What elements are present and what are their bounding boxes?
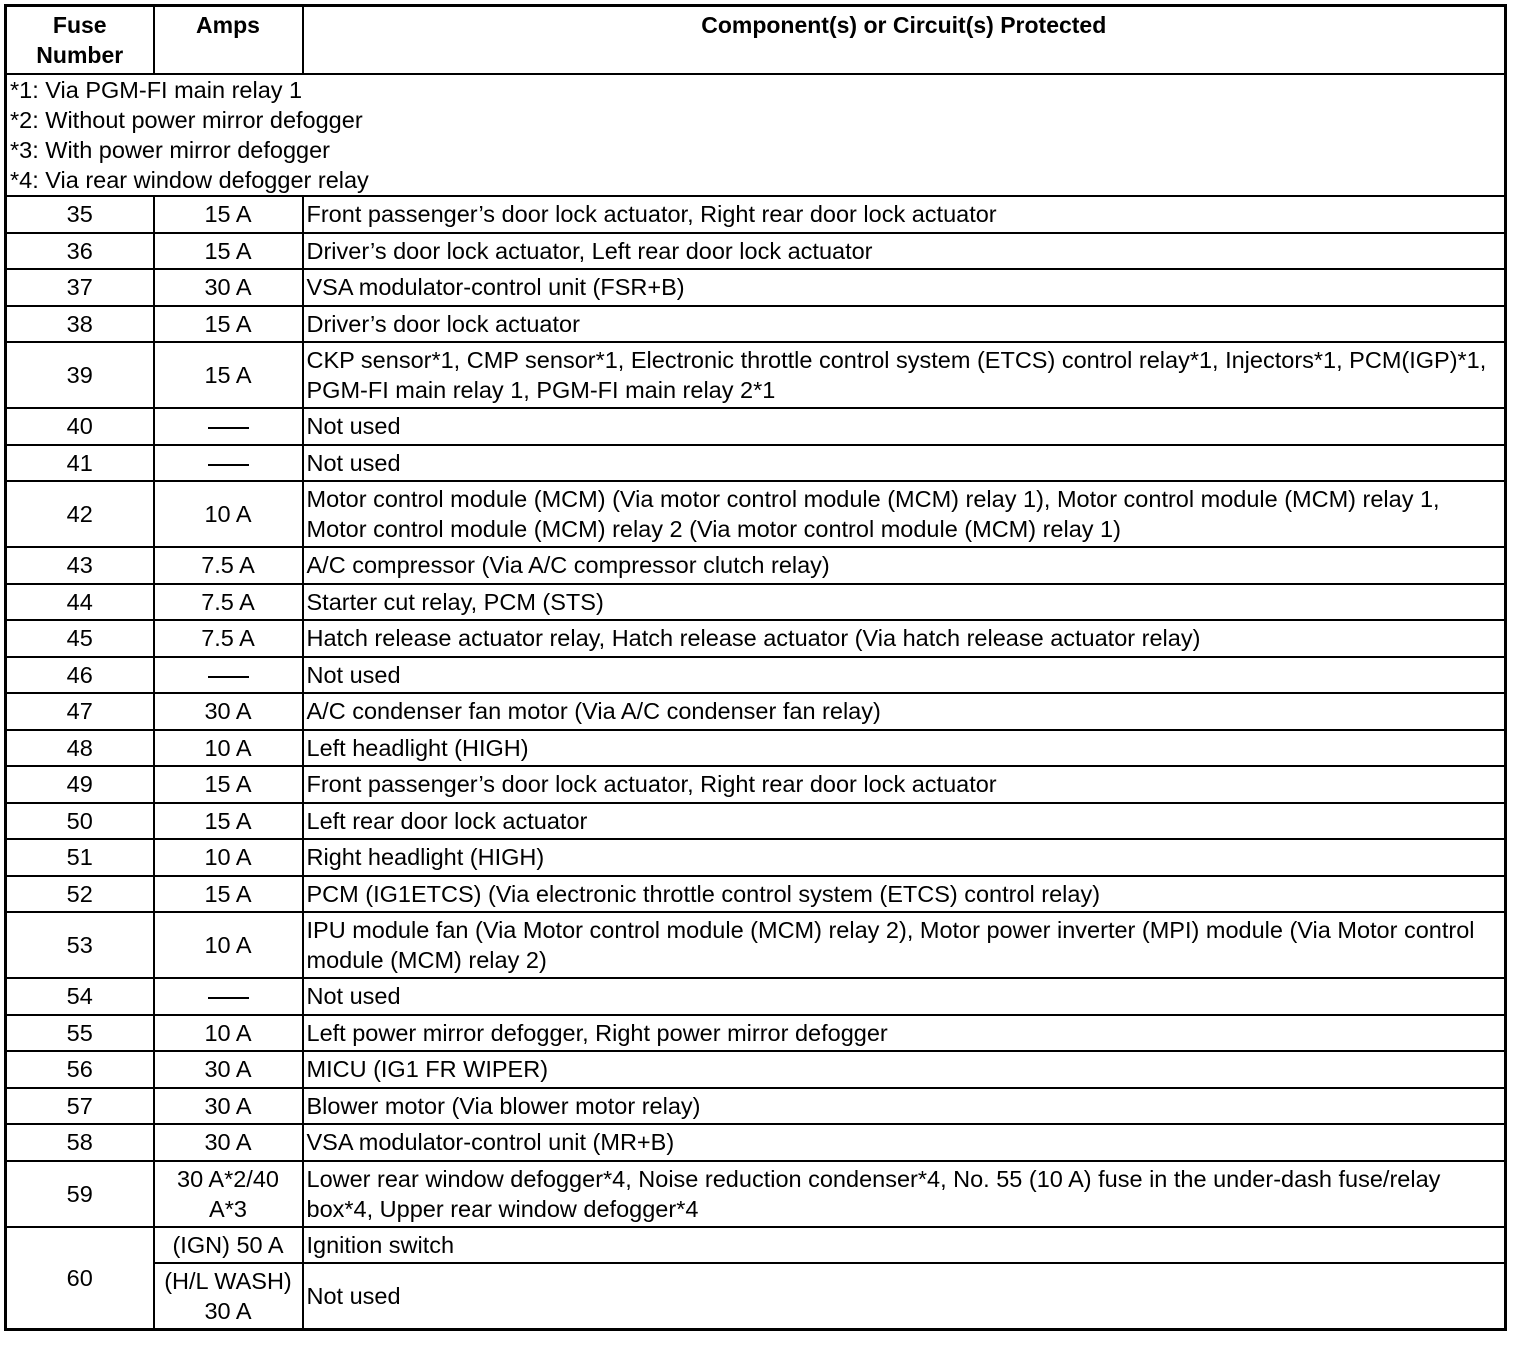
fuse-number-cell: 55 xyxy=(6,1015,154,1052)
amps-cell xyxy=(154,408,303,445)
amps-cell: 30 A xyxy=(154,1088,303,1125)
table-row xyxy=(6,876,1506,913)
component-cell: Hatch release actuator relay, Hatch release actuator (Via hatch release actuator relay) xyxy=(303,620,1506,657)
amps-cell: 15 A xyxy=(154,342,303,408)
component-cell: Front passenger’s door lock actuator, Right rear door lock actuator xyxy=(303,196,1506,233)
component-cell: Not used xyxy=(303,657,1506,694)
fuse-number-cell: 48 xyxy=(6,730,154,767)
fuse-number-cell: 35 xyxy=(6,196,154,233)
note-3: *3: With power mirror defogger xyxy=(10,137,330,163)
not-used-dash xyxy=(208,997,249,999)
table-row xyxy=(6,766,1506,803)
component-cell: Not used xyxy=(303,445,1506,482)
amps-cell xyxy=(154,445,303,482)
fuse-number-cell: 56 xyxy=(6,1051,154,1088)
table-row xyxy=(6,1088,1506,1125)
fuse-number-cell: 58 xyxy=(6,1124,154,1161)
fuse-number-cell: 45 xyxy=(6,620,154,657)
table-row xyxy=(6,730,1506,767)
table-row xyxy=(6,620,1506,657)
component-cell: Not used xyxy=(303,408,1506,445)
component-cell: Driver’s door lock actuator, Left rear door lock actuator xyxy=(303,233,1506,270)
table-row xyxy=(6,693,1506,730)
table-row xyxy=(6,584,1506,621)
table-row xyxy=(6,1051,1506,1088)
fuse-number-cell: 43 xyxy=(6,547,154,584)
table-row xyxy=(6,1227,1506,1264)
table-row xyxy=(6,408,1506,445)
fuse-number-cell: 39 xyxy=(6,342,154,408)
amps-cell: 15 A xyxy=(154,803,303,840)
component-cell: VSA modulator-control unit (FSR+B) xyxy=(303,269,1506,306)
fuse-number-cell: 53 xyxy=(6,912,154,978)
header-components: Component(s) or Circuit(s) Protected xyxy=(303,6,1506,75)
amps-cell: 15 A xyxy=(154,306,303,343)
component-cell: VSA modulator-control unit (MR+B) xyxy=(303,1124,1506,1161)
component-cell: PCM (IG1ETCS) (Via electronic throttle control system (ETCS) control relay) xyxy=(303,876,1506,913)
header-amps: Amps xyxy=(154,6,303,75)
fuse-number-cell: 50 xyxy=(6,803,154,840)
amps-cell: 30 A xyxy=(154,1051,303,1088)
fuse-number-cell: 54 xyxy=(6,978,154,1015)
fuse-number-cell: 52 xyxy=(6,876,154,913)
table-row xyxy=(6,342,1506,408)
table-row xyxy=(6,547,1506,584)
component-cell: Motor control module (MCM) (Via motor control module (MCM) relay 1), Motor control module (MCM) relay 1, Motor control module (MCM) relay 2 (Via motor control module (MCM) relay 1) xyxy=(303,481,1506,547)
fuse-number-cell: 36 xyxy=(6,233,154,270)
fuse-number-cell: 37 xyxy=(6,269,154,306)
fuse-number-cell: 46 xyxy=(6,657,154,694)
fuse-number-cell: 44 xyxy=(6,584,154,621)
table-row xyxy=(6,306,1506,343)
amps-cell: 30 A xyxy=(154,693,303,730)
table-row xyxy=(6,196,1506,233)
fuse-number-cell: 59 xyxy=(6,1161,154,1227)
amps-cell xyxy=(154,1161,303,1227)
table-row xyxy=(6,269,1506,306)
table-row xyxy=(6,839,1506,876)
fuse-table xyxy=(4,4,1507,1331)
component-cell: IPU module fan (Via Motor control module (MCM) relay 2), Motor power inverter (MPI) module (Via Motor control module (MCM) relay 2) xyxy=(303,912,1506,978)
amps-cell: 30 A xyxy=(154,269,303,306)
table-row xyxy=(6,1161,1506,1227)
component-cell: Left power mirror defogger, Right power mirror defogger xyxy=(303,1015,1506,1052)
table-row xyxy=(6,978,1506,1015)
note-4: *4: Via rear window defogger relay xyxy=(10,167,369,193)
component-cell: Ignition switch xyxy=(303,1227,1506,1264)
table-row xyxy=(6,445,1506,482)
amps-cell: 10 A xyxy=(154,1015,303,1052)
table-row xyxy=(6,1124,1506,1161)
component-cell: Driver’s door lock actuator xyxy=(303,306,1506,343)
component-cell: MICU (IG1 FR WIPER) xyxy=(303,1051,1506,1088)
component-cell: Left rear door lock actuator xyxy=(303,803,1506,840)
notes-row xyxy=(6,74,1506,196)
amps-cell: 30 A xyxy=(154,1124,303,1161)
not-used-dash xyxy=(208,427,249,429)
component-cell: Not used xyxy=(303,1263,1506,1329)
component-cell: A/C compressor (Via A/C compressor clutch relay) xyxy=(303,547,1506,584)
amps-value: (H/L WASH) 30 A xyxy=(164,1267,292,1324)
not-used-dash xyxy=(208,676,249,678)
header-row xyxy=(6,6,1506,75)
amps-cell xyxy=(154,657,303,694)
component-cell: Left headlight (HIGH) xyxy=(303,730,1506,767)
table-row xyxy=(6,803,1506,840)
fuse-number-cell: 60 xyxy=(6,1227,154,1330)
not-used-dash xyxy=(208,464,249,466)
component-cell: A/C condenser fan motor (Via A/C condenser fan relay) xyxy=(303,693,1506,730)
component-cell: Starter cut relay, PCM (STS) xyxy=(303,584,1506,621)
amps-cell: 10 A xyxy=(154,839,303,876)
fuse-number-cell: 57 xyxy=(6,1088,154,1125)
component-cell: Lower rear window defogger*4, Noise reduction condenser*4, No. 55 (10 A) fuse in the under-dash fuse/relay box*4, Upper rear window defogger*4 xyxy=(303,1161,1506,1227)
table-row xyxy=(6,1015,1506,1052)
fuse-number-cell: 42 xyxy=(6,481,154,547)
header-fuse-number: Fuse Number xyxy=(6,6,154,75)
amps-cell: 15 A xyxy=(154,876,303,913)
amps-cell: 7.5 A xyxy=(154,547,303,584)
amps-cell: 7.5 A xyxy=(154,584,303,621)
amps-cell: 15 A xyxy=(154,196,303,233)
amps-cell: 15 A xyxy=(154,766,303,803)
amps-cell xyxy=(154,1263,303,1329)
amps-value: 30 A*2/40 A*3 xyxy=(177,1165,279,1222)
note-2: *2: Without power mirror defogger xyxy=(10,107,363,133)
component-cell: Front passenger’s door lock actuator, Right rear door lock actuator xyxy=(303,766,1506,803)
fuse-number-cell: 47 xyxy=(6,693,154,730)
amps-cell: (IGN) 50 A xyxy=(154,1227,303,1264)
amps-cell: 10 A xyxy=(154,912,303,978)
component-cell: Blower motor (Via blower motor relay) xyxy=(303,1088,1506,1125)
table-row xyxy=(6,657,1506,694)
fuse-number-cell: 41 xyxy=(6,445,154,482)
table-row xyxy=(6,233,1506,270)
table-row xyxy=(6,1263,1506,1329)
fuse-number-cell: 49 xyxy=(6,766,154,803)
note-1: *1: Via PGM-FI main relay 1 xyxy=(10,77,303,103)
component-cell: Not used xyxy=(303,978,1506,1015)
fuse-number-cell: 38 xyxy=(6,306,154,343)
component-cell: CKP sensor*1, CMP sensor*1, Electronic throttle control system (ETCS) control relay*1, Injectors*1, PCM(IGP)*1, PGM-FI main relay 1, PGM-FI main relay 2*1 xyxy=(303,342,1506,408)
amps-cell: 7.5 A xyxy=(154,620,303,657)
fuse-number-cell: 40 xyxy=(6,408,154,445)
table-row xyxy=(6,481,1506,547)
amps-cell: 10 A xyxy=(154,730,303,767)
amps-cell: 10 A xyxy=(154,481,303,547)
amps-cell: 15 A xyxy=(154,233,303,270)
amps-cell xyxy=(154,978,303,1015)
notes-cell xyxy=(6,74,1506,196)
component-cell: Right headlight (HIGH) xyxy=(303,839,1506,876)
fuse-number-cell: 51 xyxy=(6,839,154,876)
table-row xyxy=(6,912,1506,978)
